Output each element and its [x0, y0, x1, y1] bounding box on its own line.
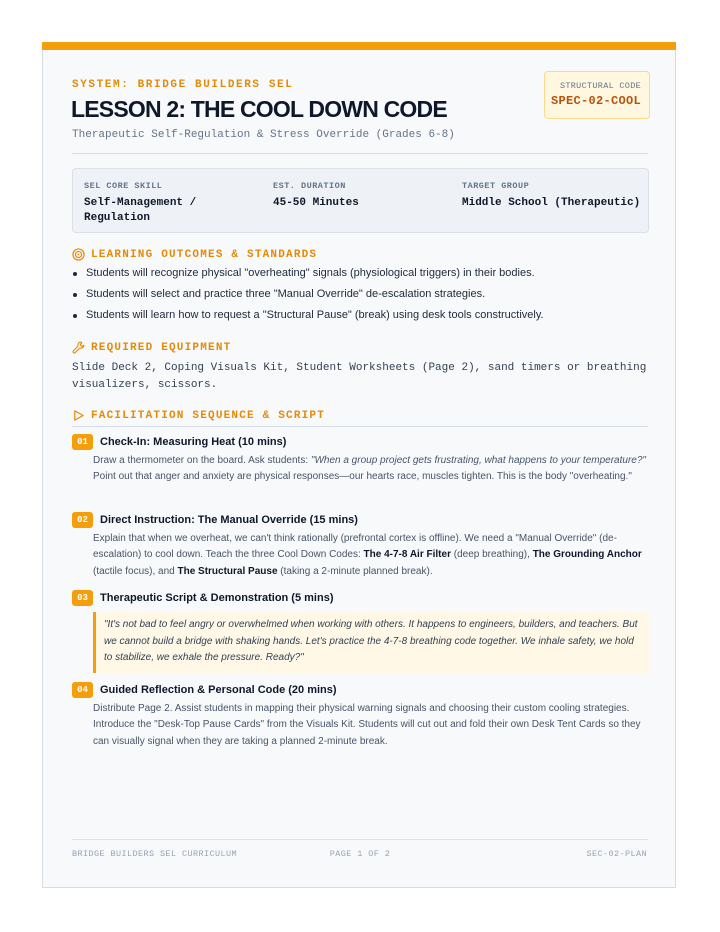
- step-title: Direct Instruction: The Manual Override (15 mins): [100, 514, 358, 526]
- header-divider: [72, 153, 648, 154]
- lesson-info-panel: [72, 168, 649, 233]
- step-title: Guided Reflection & Personal Code (20 mins): [100, 684, 337, 696]
- step-number-badge: 04: [72, 682, 93, 698]
- play-icon: [72, 409, 85, 422]
- step-number-badge: 02: [72, 512, 93, 528]
- list-item: Students will select and practice three "Manual Override" de-escalation strategies.: [72, 284, 544, 305]
- outcomes-heading: [72, 248, 317, 261]
- step-body: Distribute Page 2. Assist students in mapping their physical warning signals and choosing their custom cooling strategies. Introduce the "Desk-Top Pause Cards" from the Visuals Kit. Students will cut out and fold their own Desk Tent Cards so they can visually signal when they are taking a planned 2-minute break.: [93, 703, 641, 747]
- accent-top-bar: [42, 42, 676, 50]
- equipment-heading: [72, 341, 231, 354]
- info-value: Self-Management / Regulation: [84, 197, 197, 224]
- step-04: [72, 682, 650, 750]
- step-body: [93, 531, 650, 580]
- lesson-subtitle: Therapeutic Self-Regulation & Stress Override (Grades 6-8): [72, 129, 455, 141]
- footer-right: SEC-02-PLAN: [586, 849, 647, 859]
- lesson-plan-page: [42, 42, 676, 888]
- structural-code-value: SPEC-02-COOL: [550, 94, 641, 108]
- info-label: TARGET GROUP: [462, 181, 530, 191]
- lesson-title: LESSON 2: THE COOL DOWN CODE: [71, 96, 447, 122]
- step-question: "When a group project gets frustrating, what happens to your temperature?": [310, 455, 646, 466]
- sequence-divider: [72, 426, 648, 427]
- step-text: (deep breathing),: [450, 549, 533, 561]
- wrench-icon: [72, 341, 85, 354]
- sequence-heading: [72, 409, 325, 422]
- footer-left: BRIDGE BUILDERS SEL CURRICULUM: [72, 849, 238, 859]
- outcomes-heading-text: LEARNING OUTCOMES & STANDARDS: [91, 248, 318, 261]
- list-item: Students will learn how to request a "Structural Pause" (break) using desk tools constructively.: [72, 305, 544, 326]
- equipment-heading-text: REQUIRED EQUIPMENT: [91, 341, 232, 354]
- list-item: Students will recognize physical "overheating" signals (physiological triggers) in their bodies.: [72, 263, 544, 284]
- step-text: (tactile focus), and: [93, 565, 178, 577]
- cool-down-code: The 4-7-8 Air Filter: [363, 549, 451, 561]
- sequence-heading-text: FACILITATION SEQUENCE & SCRIPT: [91, 409, 326, 422]
- target-icon: [72, 248, 85, 261]
- step-03: [72, 590, 650, 673]
- step-text: (taking a 2-minute planned break).: [277, 565, 433, 577]
- structural-code-label: STRUCTURAL CODE: [559, 81, 641, 91]
- info-value: Middle School (Therapeutic): [462, 197, 641, 209]
- outcomes-list: [72, 263, 544, 326]
- step-title: Therapeutic Script & Demonstration (5 mins): [100, 592, 334, 604]
- step-01: [72, 434, 650, 486]
- cool-down-code: The Grounding Anchor: [532, 549, 642, 561]
- footer-divider: [72, 839, 648, 840]
- step-body: [93, 453, 650, 486]
- step-number-badge: 01: [72, 434, 93, 450]
- info-label: SEL CORE SKILL: [84, 181, 163, 191]
- step-title: Check-In: Measuring Heat (10 mins): [100, 436, 287, 448]
- info-sel-skill: [84, 181, 254, 226]
- system-label: SYSTEM: BRIDGE BUILDERS SEL: [72, 79, 294, 91]
- step-text: Explain that when we overheat, we can't think rationally (prefrontal cortex is offline). We need a "Manual Override" (de-escalation) to cool down. Teach the three Cool Down Codes:: [93, 533, 617, 561]
- step-text: Point out that anger and anxiety are physical responses—our hearts race, muscles tighten. This is the body "overheating.": [93, 471, 632, 483]
- info-duration: [273, 181, 443, 211]
- script-quote: "It's not bad to feel angry or overwhelmed when working with others. It happens to engineers, builders, and teachers. But we cannot build a bridge with shaking hands. Let's practice the 4-7-8 breathing code together. We inhale safety, we hold to stabilize, we exhale the pressure. Ready?": [93, 612, 650, 673]
- info-target-group: [462, 181, 647, 211]
- step-number-badge: 03: [72, 590, 93, 606]
- step-02: [72, 512, 650, 580]
- step-text: Draw a thermometer on the board. Ask students:: [93, 455, 311, 466]
- structural-code-box: [544, 71, 650, 119]
- cool-down-code: The Structural Pause: [177, 565, 278, 577]
- info-label: EST. DURATION: [273, 181, 346, 191]
- info-value: 45-50 Minutes: [273, 197, 359, 209]
- equipment-text: Slide Deck 2, Coping Visuals Kit, Student Worksheets (Page 2), sand timers or breathing visualizers, scissors.: [72, 362, 647, 391]
- footer-page-number: PAGE 1 OF 2: [329, 849, 391, 859]
